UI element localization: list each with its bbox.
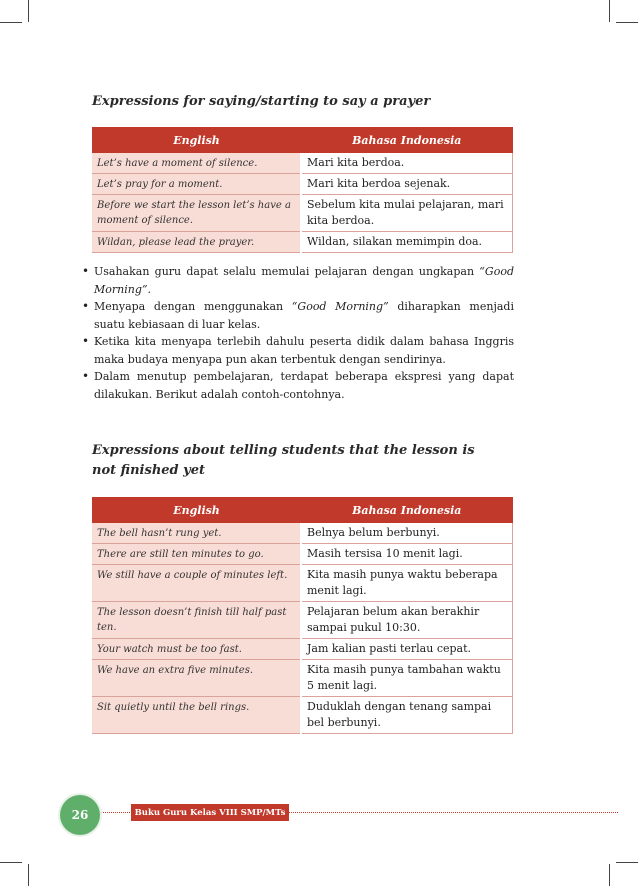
indonesian-cell: Masih tersisa 10 menit lagi. <box>301 544 513 565</box>
indonesian-cell: Duduklah dengan tenang sampai bel berbunyi. <box>301 697 513 734</box>
indonesian-cell: Jam kalian pasti terlau cepat. <box>301 639 513 660</box>
indonesian-cell: Pelajaran belum akan berakhir sampai pukul 10:30. <box>301 602 513 639</box>
table-row <box>92 602 513 639</box>
crop-mark <box>616 22 638 23</box>
table-row <box>92 523 513 544</box>
bullet-text-end: diharapkan menjadi suatu kebiasaan di luar kelas. <box>94 300 514 331</box>
section-heading-lesson-not-finished: Expressions about telling students that the lesson is not finished yet <box>92 443 475 478</box>
table-row <box>92 697 513 734</box>
table-row <box>92 660 513 697</box>
book-title-tab: Buku Guru Kelas VIII SMP/MTs <box>131 804 289 821</box>
english-cell: There are still ten minutes to go. <box>92 544 301 565</box>
crop-mark <box>609 864 610 886</box>
english-cell: Before we start the lesson let’s have a moment of silence. <box>92 195 301 232</box>
guidance-bullet-list <box>80 263 514 403</box>
crop-mark <box>616 862 638 863</box>
english-cell: Wildan, please lead the prayer. <box>92 232 301 253</box>
table-row <box>92 544 513 565</box>
table-row <box>92 232 513 253</box>
indonesian-cell: Mari kita berdoa sejenak. <box>301 174 513 195</box>
crop-mark <box>0 862 22 863</box>
list-item <box>80 333 514 368</box>
page-number-badge: 26 <box>60 795 100 835</box>
bullet-text-end: . <box>147 282 151 296</box>
indonesian-cell: Belnya belum berbunyi. <box>301 523 513 544</box>
bullet-text: Dalam menutup pembelajaran, terdapat beberapa ekspresi yang dapat dilakukan. Berikut adalah contoh-contohnya. <box>94 370 514 401</box>
crop-mark <box>0 22 22 23</box>
english-cell: Let’s pray for a moment. <box>92 174 301 195</box>
list-item <box>80 368 514 403</box>
english-cell: Let’s have a moment of silence. <box>92 153 301 174</box>
bullet-emphasis: “Good Morning” <box>291 300 389 313</box>
section-heading-prayer: Expressions for saying/starting to say a prayer <box>92 94 431 109</box>
indonesian-cell: Mari kita berdoa. <box>301 153 513 174</box>
indonesian-cell: Kita masih punya waktu beberapa menit lagi. <box>301 565 513 602</box>
indonesian-cell: Sebelum kita mulai pelajaran, mari kita berdoa. <box>301 195 513 232</box>
indonesian-cell: Kita masih punya tambahan waktu 5 menit lagi. <box>301 660 513 697</box>
prayer-expressions-table <box>92 127 513 253</box>
bullet-text: Menyapa dengan menggunakan <box>94 300 292 313</box>
list-item <box>80 298 514 333</box>
crop-mark <box>609 0 610 22</box>
column-header-indonesian: Bahasa Indonesia <box>301 497 513 523</box>
table-row <box>92 639 513 660</box>
english-cell: We have an extra five minutes. <box>92 660 301 697</box>
english-cell: Your watch must be too fast. <box>92 639 301 660</box>
bullet-text: Usahakan guru dapat selalu memulai pelajaran dengan ungkapan <box>94 265 480 278</box>
bullet-text: Ketika kita menyapa terlebih dahulu peserta didik dalam bahasa Inggris maka budaya menyapa pun akan terbentuk dengan sendirinya. <box>94 335 514 366</box>
column-header-english: English <box>92 497 301 523</box>
english-cell: The bell hasn’t rung yet. <box>92 523 301 544</box>
table-row <box>92 153 513 174</box>
crop-mark <box>28 864 29 886</box>
english-cell: We still have a couple of minutes left. <box>92 565 301 602</box>
column-header-indonesian: Bahasa Indonesia <box>301 127 513 153</box>
column-header-english: English <box>92 127 301 153</box>
table-row <box>92 195 513 232</box>
english-cell: Sit quietly until the bell rings. <box>92 697 301 734</box>
table-row <box>92 174 513 195</box>
indonesian-cell: Wildan, silakan memimpin doa. <box>301 232 513 253</box>
table-row <box>92 565 513 602</box>
list-item <box>80 263 514 298</box>
crop-mark <box>28 0 29 22</box>
bullet-emphasis: “Good Morning” <box>94 265 514 296</box>
lesson-not-finished-table <box>92 497 513 734</box>
english-cell: The lesson doesn’t finish till half past ten. <box>92 602 301 639</box>
